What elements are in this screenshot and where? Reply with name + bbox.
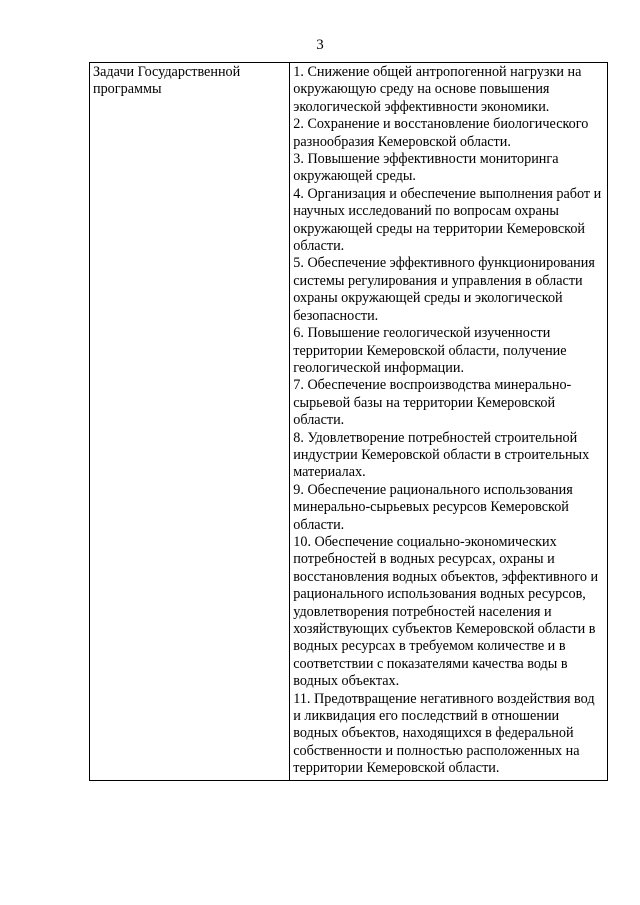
task-item-5: 5. Обеспечение эффективного функционирования системы регулирования и управления в области охраны окружающей среды и экологической безопасности. <box>293 255 595 324</box>
task-item-2: 2. Сохранение и восстановление биологического разнообразия Кемеровской области. <box>293 116 589 150</box>
row-label-cell <box>90 63 290 781</box>
page-number: 3 <box>316 37 324 53</box>
task-item-8: 8. Удовлетворение потребностей строительной индустрии Кемеровской области в строительных материалах. <box>293 429 590 481</box>
task-item-10: 10. Обеспечение социально-экономических потребностей в водных ресурсах, охраны и восстановления водных объектов, эффективного и рационального использования водных ресурсов, удовлетворения потребностей населения и хозяйствующих субъектов Кемеровской области в водных ресурсах в требуемом количестве и в соответствии с показателями качества воды в водных объектах. <box>293 533 599 690</box>
row-label: Задачи Государственной программы <box>93 64 241 98</box>
task-item-11: 11. Предотвращение негативного воздействия вод и ликвидация его последствий в отношении водных объектов, находящихся в федеральной собственности и полностью расположенных на территории Кемеровской области. <box>293 690 595 777</box>
program-tasks-table <box>89 62 608 781</box>
tasks-cell <box>290 63 608 781</box>
table-row <box>90 63 608 781</box>
task-item-3: 3. Повышение эффективности мониторинга окружающей среды. <box>293 151 559 185</box>
task-item-6: 6. Повышение геологической изученности территории Кемеровской области, получение геологической информации. <box>293 325 567 376</box>
task-item-7: 7. Обеспечение воспроизводства минерально-сырьевой базы на территории Кемеровской области. <box>293 377 572 429</box>
task-item-1: 1. Снижение общей антропогенной нагрузки на окружающую среду на основе повышения экологической эффективности экономики. <box>293 64 582 115</box>
task-item-9: 9. Обеспечение рационального использования минерально-сырьевых ресурсов Кемеровской области. <box>293 481 573 533</box>
task-item-4: 4. Организация и обеспечение выполнения работ и научных исследований по вопросам охраны окружающей среды на территории Кемеровской области. <box>293 185 602 255</box>
